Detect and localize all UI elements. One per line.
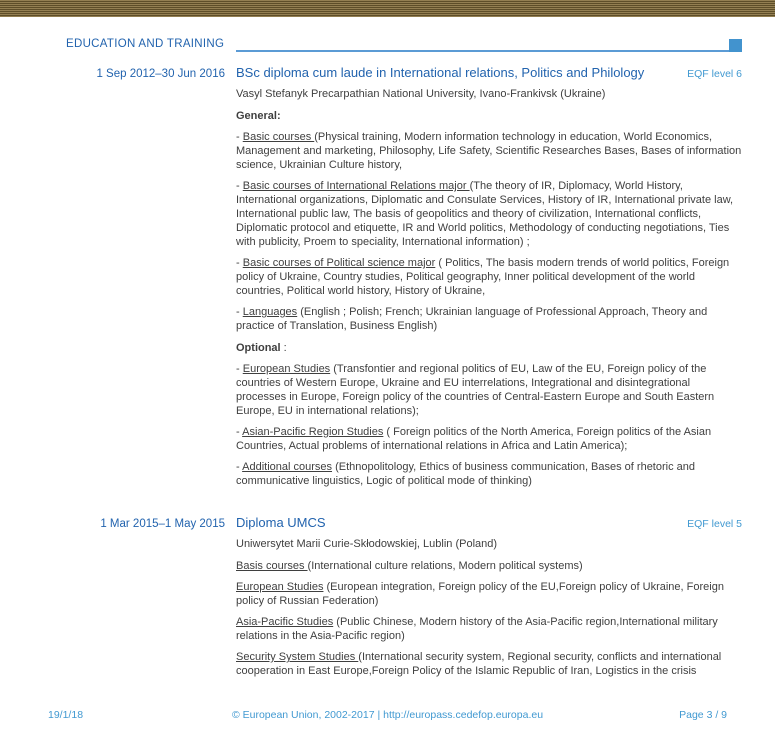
paragraph-text: (Ethnopolitology, Ethics of business communication, Bases of rhetoric and communicative linguistics, Logic of political mode of thinking) [236, 461, 695, 487]
paragraph-text: (International security system, Regional security, conflicts and international cooperation in East Europe,Foreign Policy of the Islamic Republic of Iran, Logistics in the crisis [236, 651, 722, 677]
entry-title: Diploma UMCS [236, 515, 326, 530]
paragraph-prefix: - [236, 306, 243, 318]
paragraph-text: (European integration, Foreign policy of the EU,Foreign policy of Ukraine, Foreign policy of Russian Federation) [236, 581, 724, 607]
paragraph-text: ( Politics, The basis modern trends of world politics, Foreign policy of Ukraine, Country studies, Political geography, Inner political development of the world countries, Political world history, History of Ukraine, [236, 257, 730, 297]
entry-institution: Uniwersytet Marii Curie-Skłodowskiej, Lublin (Poland) [236, 538, 498, 550]
course-paragraph [236, 130, 742, 172]
course-paragraph [236, 341, 742, 355]
paragraph-heading: Optional [236, 342, 281, 354]
paragraph-prefix: - [236, 131, 243, 143]
course-paragraph [236, 580, 742, 608]
paragraph-heading: General: [236, 110, 281, 122]
course-paragraph [236, 109, 742, 123]
paragraph-text: (Public Chinese, Modern history of the Asia-Pacific region,International military relations in the Asia-Pacific region) [236, 616, 718, 642]
footer-copyright: © European Union, 2002-2017 | http://europass.cedefop.europa.eu [231, 709, 544, 721]
course-paragraph [236, 460, 742, 488]
paragraph-text: (English ; Polish; French; Ukrainian language of Professional Approach, Theory and practice of Translation, Business English) [236, 306, 708, 332]
section-header [0, 37, 775, 52]
section-rule-square-icon [729, 39, 742, 52]
course-paragraph [236, 615, 742, 643]
paragraph-prefix: - [236, 257, 243, 269]
education-entry-1 [0, 65, 775, 488]
paragraph-text: : [280, 342, 287, 354]
footer-page-number: Page 3 / 9 [679, 709, 727, 721]
eqf-level-badge: EQF level 5 [687, 518, 742, 530]
paragraph-text: (International culture relations, Modern political systems) [307, 560, 583, 572]
entry-date: 1 Mar 2015–1 May 2015 [100, 518, 225, 530]
course-category: Basis courses [236, 560, 308, 572]
entry-title-row [236, 65, 742, 81]
paragraph-text: (Physical training, Modern information technology in education, World Economics, Management and marketing, Philosophy, Life Safety, Scientific Researches Bases, Bases of information science, Ukrainian Culture history, [236, 131, 742, 171]
course-category: Asia-Pacific Studies [236, 616, 334, 628]
paragraph-prefix: - [236, 426, 243, 438]
paragraph-prefix: - [236, 180, 243, 192]
course-paragraph [236, 425, 742, 453]
course-category: Basic courses of Political science major [242, 257, 436, 269]
course-category: European Studies [236, 581, 324, 593]
entry-institution: Vasyl Stefanyk Precarpathian National University, Ivano-Frankivsk (Ukraine) [236, 88, 606, 100]
entry-title-row [236, 515, 742, 531]
course-paragraph [236, 256, 742, 298]
course-category: Basic courses [242, 131, 315, 143]
course-category: Basic courses of International Relations major [242, 180, 470, 192]
paragraph-prefix: - [236, 363, 243, 375]
entry-date: 1 Sep 2012–30 Jun 2016 [96, 68, 225, 80]
paragraph-prefix: - [236, 461, 243, 473]
course-category: Languages [242, 306, 298, 318]
course-paragraph [236, 179, 742, 249]
section-rule [236, 39, 742, 52]
entry-body [236, 65, 742, 488]
paragraph-text: ( Foreign politics of the North America, Foreign politics of the Asian Countries, Actual problems of international relations in Africa and Latin America); [236, 426, 712, 452]
eqf-level-badge: EQF level 6 [687, 68, 742, 80]
course-paragraph [236, 650, 742, 678]
course-category: Additional courses [242, 461, 333, 473]
entry-body [236, 515, 742, 678]
page-footer [48, 709, 727, 722]
course-category: European Studies [242, 363, 331, 375]
section-title-cell [0, 37, 225, 52]
course-category: Asian-Pacific Region Studies [242, 426, 384, 438]
section-title: EDUCATION AND TRAINING [66, 38, 225, 50]
education-entry-2 [0, 515, 775, 678]
entry-title: BSc diploma cum laude in International relations, Politics and Philology [236, 65, 645, 80]
paragraph-text: (Transfontier and regional politics of EU, Law of the EU, Foreign policy of the countries of Western Europe, Ukraine and EU interrelations, Integrational and disintegrational processes in Europe, Foreign policy of the countries of Central-Eastern Europe and South Eastern Europe, EU in international relations); [236, 363, 715, 417]
course-category: Security System Studies [236, 651, 359, 663]
course-paragraph [236, 305, 742, 333]
top-stripe-bar [0, 0, 775, 17]
course-paragraph [236, 362, 742, 418]
course-paragraph [236, 559, 742, 573]
paragraph-text: (The theory of IR, Diplomacy, World History, International organizations, Diplomatic and Consulate Services, History of IR, International private law, International public law, The basis of geopolitics and theory of civilization, International conflicts, Diplomatic protocol and etiquette, IR and World politics, Methodology of conducting negotiations, Ties with publicity, Proem to speciality, International information) ; [236, 180, 734, 248]
footer-date: 19/1/18 [48, 709, 84, 721]
